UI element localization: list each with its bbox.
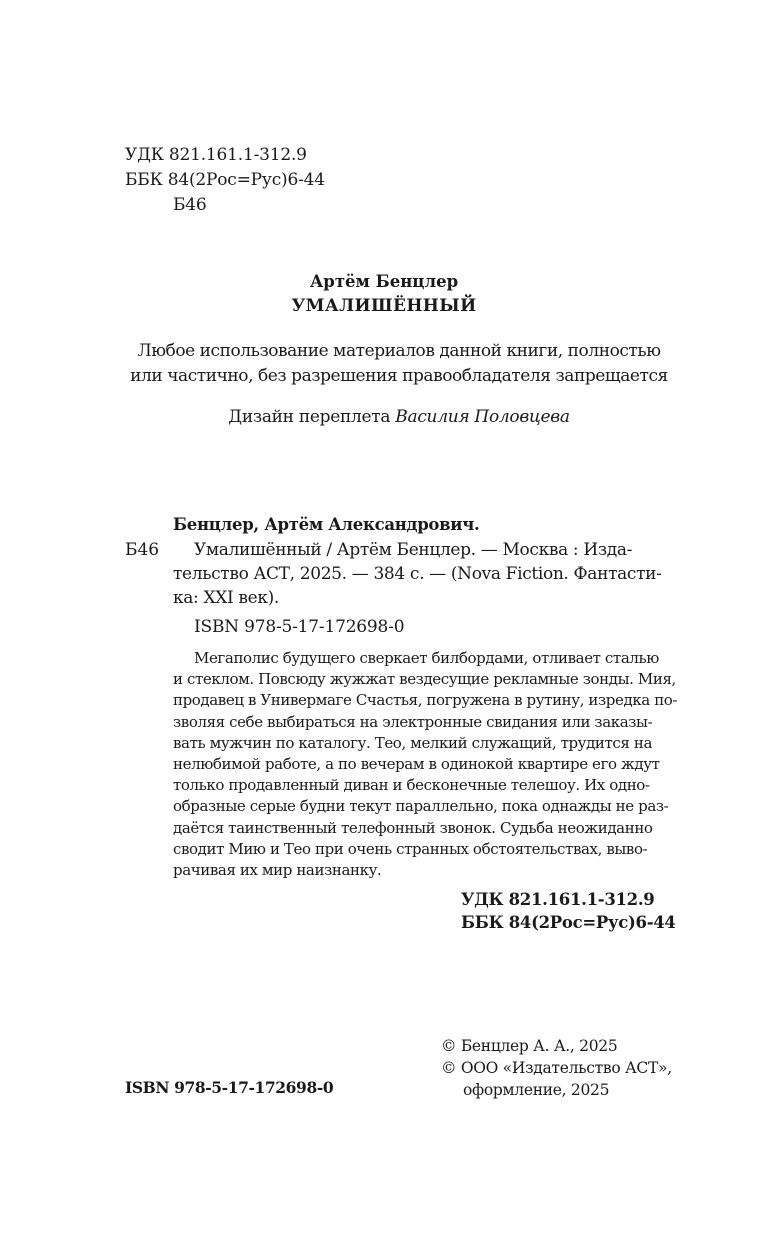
design-credit-prefix: Дизайн переплета — [228, 407, 396, 427]
author-sign-code: Б46 — [173, 195, 207, 215]
udk-classification: УДК 821.161.1-312.9 — [125, 145, 307, 165]
catalog-card-isbn: ISBN 978-5-17-172698-0 — [194, 617, 405, 637]
isbn-bottom: ISBN 978-5-17-172698-0 — [125, 1078, 334, 1097]
annotation-line: рачивая их мир наизнанку. — [173, 861, 382, 879]
catalog-card-code: Б46 — [125, 540, 160, 560]
annotation-line: только продавленный диван и бесконечные телешоу. Их одно- — [173, 776, 650, 795]
bibliographic-line: ка: XXI век). — [173, 588, 279, 608]
rights-notice-line: или частично, без разрешения правообладателя запрещается — [130, 366, 668, 386]
annotation-line: даётся таинственный телефонный звонок. Судьба неожиданно — [173, 818, 653, 837]
annotation-line: Мегаполис будущего сверкает билбордами, отливает сталью — [194, 649, 659, 667]
rights-notice-line: Любое использование материалов данной книги, полностью — [137, 341, 661, 361]
catalog-card-author: Бенцлер, Артём Александрович. — [173, 515, 480, 534]
annotation-line: сводит Мию и Тео при очень странных обстоятельствах, выво- — [173, 839, 648, 858]
copyright-author: © Бенцлер А. А., 2025 — [441, 1037, 618, 1055]
udk-classification-bottom: УДК 821.161.1-312.9 — [461, 890, 655, 909]
cover-design-credit — [0, 405, 768, 430]
annotation-line: нелюбимой работе, а по вечерам в одинокой квартире его ждут — [173, 755, 660, 773]
bbk-classification-bottom: ББК 84(2Рос=Рус)6-44 — [461, 913, 676, 932]
bbk-classification: ББК 84(2Рос=Рус)6-44 — [125, 170, 325, 190]
book-title: УМАЛИШЁННЫЙ — [291, 296, 477, 316]
annotation-line: и стеклом. Повсюду жужжат вездесущие рекламные зонды. Мия, — [173, 670, 676, 689]
book-author: Артём Бенцлер — [309, 272, 459, 291]
annotation-line: зволяя себе выбираться на электронные свидания или заказы- — [173, 712, 653, 731]
bibliographic-line: Умалишённый / Артём Бенцлер. — Москва : Изда- — [194, 540, 633, 560]
designer-name: Василия Половцева — [395, 407, 570, 427]
annotation-line: вать мужчин по каталогу. Тео, мелкий служащий, трудится на — [173, 733, 652, 752]
copyright-publisher-cont: оформление, 2025 — [463, 1081, 610, 1099]
annotation-line: продавец в Универмаге Счастья, погружена в рутину, изредка по- — [173, 691, 678, 710]
annotation-line: образные серые будни текут параллельно, пока однажды не раз- — [173, 797, 669, 816]
bibliographic-line: тельство АСТ, 2025. — 384 с. — (Nova Fiction. Фантасти- — [173, 564, 662, 584]
copyright-publisher: © ООО «Издательство АСТ», — [441, 1059, 672, 1077]
